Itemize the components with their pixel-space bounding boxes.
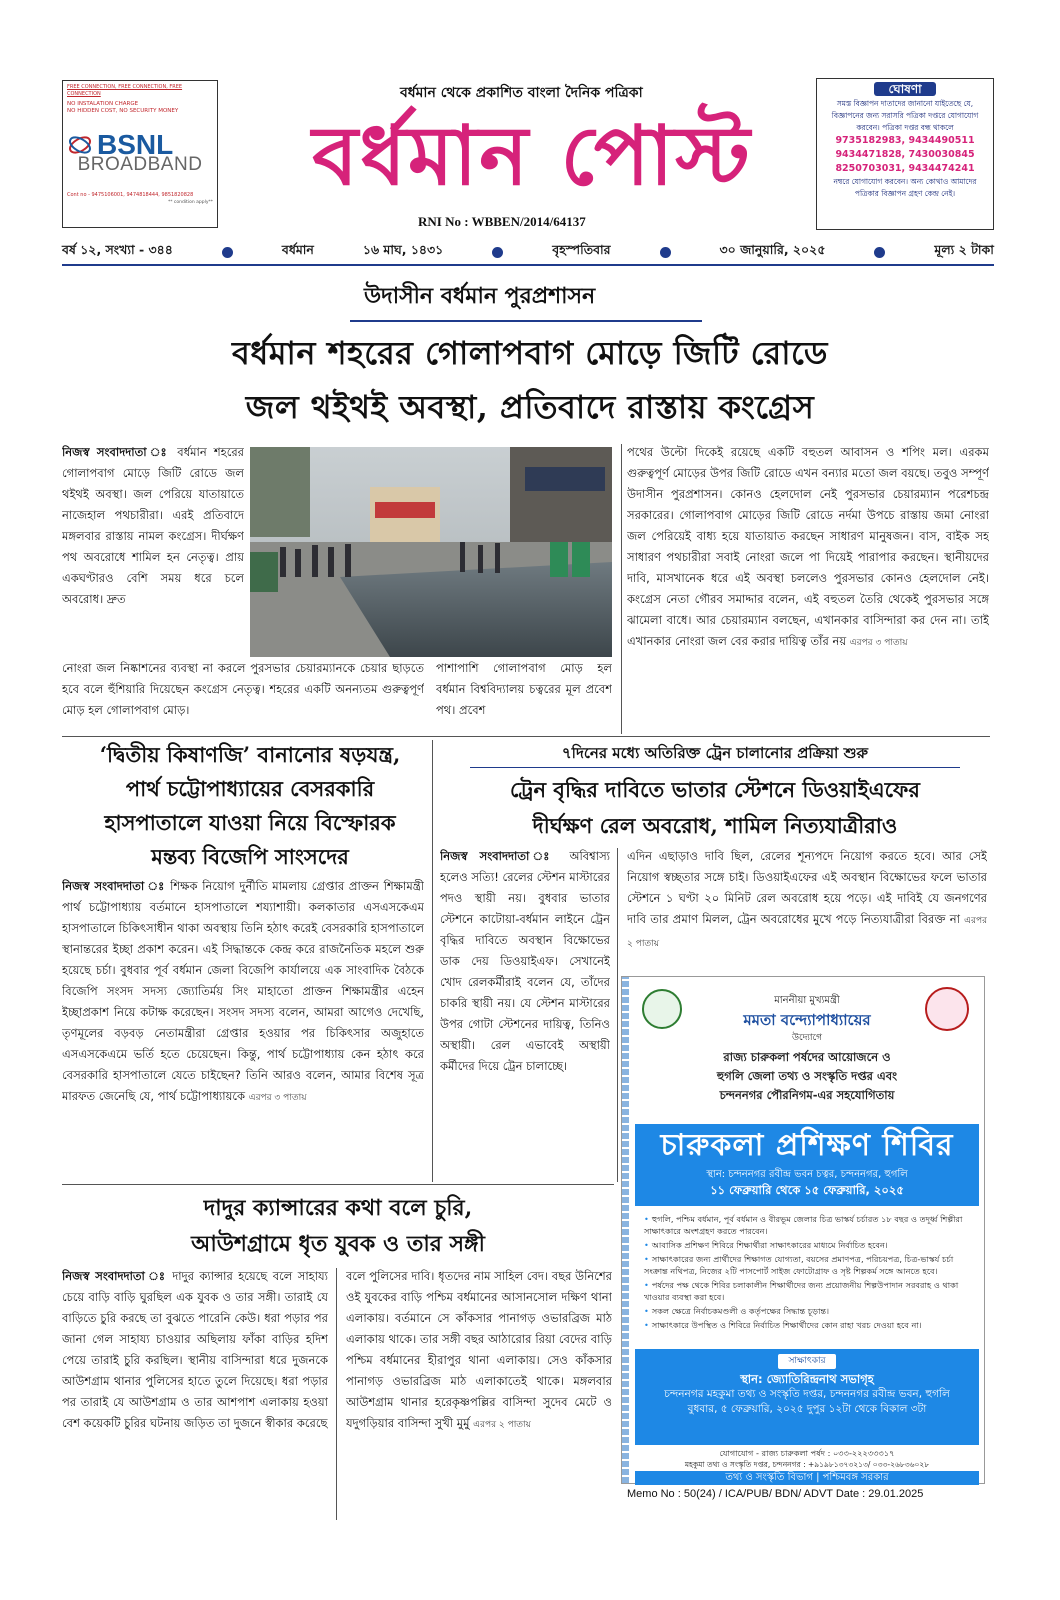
lead-body: বর্ধমান শহরের গোলাপবাগ মোড়ে জিটি রোডে জল থইথই অবস্থা। জল পেরিয়ে যাতায়াতে নাজেহাল পথচারীরা। এরই প্রতিবাদে মঙ্গলবার রাস্তায় নামল কংগ্রেস। দীর্ঘক্ষণ পথ অবরোধে শামিল হন নেতৃত্ব। প্রায় একঘণ্টারও বেশি সময় ধরে চলে অবরোধ। দ্রুত [62,445,244,606]
ad-bullet: • আবাসিক প্রশিক্ষণ শিবিরে শিক্ষার্থীরা সাক্ষাৎকারের মাধ্যমে নির্বাচিত হবেন। [644,1239,974,1251]
advertiser-notice [816,78,994,230]
byline: নিজস্ব সংবাদদাতা ঃ [62,879,166,893]
ad-banner-title: চারুকলা প্রশিক্ষণ শিবির [660,1128,954,1163]
rni-number: RNI No : WBBEN/2014/64137 [418,214,586,229]
story-text: দাদুর ক্যান্সার হয়েছে বলে সাহায্য চেয়ে বাড়ি বাড়ি ঘুরছিল এক যুবক ও তার সঙ্গী। তারাই যে বাড়িতে চুরি করছে তা বুঝতে পারেনি কেউ। ধরা পড়ার পর জানা গেল সাহায্য চাওয়ার অছিলায় ফাঁকা বাড়ির হদিশ পেয়ে তারাই চুরি করছিল। স্থানীয় বাসিন্দারা ধরে দুজনকে আউশগ্রাম থানার পুলিসের হাতে তুলে দিয়েছে। ধরা পড়ার পর তারাই যে আউশগ্রাম ও তার আশপাশ এলাকায় হওয়া বেশ কয়েকটি চুরির ঘটনায় জড়িত তা দুজনে স্বীকার করেছে [62,1269,328,1430]
notice-text: সমস্ত বিজ্ঞাপন দাতাদের জানানো যাইতেছে যে, বিজ্ঞাপনের জন্য সরাসরি পত্রিকা দপ্তরে যোগাযোগ করবেন। পত্রিকা দপ্তর বন্ধ থাকলে [831,99,979,132]
story-text: এদিন এছাড়াও দাবি ছিল, রেলের শূন্যপদে নিয়োগ করতে হবে। আর সেই নিয়োগ স্বচ্ছতার সঙ্গে চাই। ডিওয়াইএফের এই অবস্থান বিক্ষোভের ফলে ভাতার স্টেশনে ১ ঘণ্টা ২০ মিনিট রেল অবরোধ হয়ে পড়ে। এই দাবিই যে জনগণের দাবি তার প্রমাণ মিলল, ট্রেন অবরোধের মুখে পড়ে নিত্যযাত্রীরা বিরক্ত না [627,849,987,926]
notice-text: নম্বরে যোগাযোগ করবেন। অন্য কোথাও আমাদের পত্রিকার বিজ্ঞাপন গ্রহণ কেন্দ্র নেই। [833,177,977,198]
lead-headline [60,326,1000,434]
story3-column-2 [627,846,987,976]
story4-column-2 [346,1266,612,1520]
headline-line: পার্থ চট্টোপাধ্যায়ের বেসরকারি [125,776,375,801]
ad-venue-addr: চন্দননগর মহকুমা তথ্য ও সংস্কৃতি দপ্তর, চন্দননগর রবীন্দ্র ভবন, হুগলি [664,1388,950,1400]
ad-contact-line: যোগাযোগ - রাজ্য চারুকলা পর্ষদ : ০৩৩-২২২৩৩৩১৭ [719,1448,895,1458]
newspaper-title: বর্ধমান পোস্ট [312,108,752,204]
story4-column-1 [62,1266,328,1520]
column-rule [336,1268,337,1520]
ad-contact [635,1447,979,1459]
continued-note: এরপর ২ পাতায় [627,916,987,949]
bullet-icon [492,247,503,258]
column-rule [432,740,433,1182]
lead-wide-paragraph: নোংরা জল নিষ্কাশনের ব্যবস্থা না করলে পুরসভার চেয়ারম্যানকে চেয়ার ছাড়তে হবে বলে হুঁশিয়ারি দিয়েছেন কংগ্রেস নেতৃত্ব। শহরের একটি অনন্যতম গুরুত্বপূর্ণ মোড় হল গোলাপবাগ মোড়। [62,661,424,717]
ad-venue-tag: সাক্ষাৎকার [778,1354,835,1369]
continued-note: এরপর ৩ পাতায় [248,1093,307,1103]
ad-banner [635,1124,979,1206]
ad-venue-name: স্থান: জ্যোতিরিন্দ্রনাথ সভাগৃহ [740,1372,874,1386]
story-text: শিক্ষক নিয়োগ দুর্নীতি মামলায় গ্রেপ্তার প্রাক্তন শিক্ষামন্ত্রী পার্থ চট্টোপাধ্যায় বর্তমানে হাসপাতালে শয্যাশায়ী। কলকাতার এসএসকেএম হাসপাতালে চিকিৎসাধীন থাকা অবস্থায় তিনি হঠাৎ করেই বেসরকারি হাসপাতালে স্থানান্তরের ইচ্ছা প্রকাশ করেন। এই সিদ্ধান্তকে কেন্দ্র করে রাজনৈতিক মহলে শুরু হয়েছে চর্চা। বুধবার পূর্ব বর্ধমান জেলা বিজেপি কার্যালয়ে এক সাংবাদিক বৈঠকে বিজেপি সংসদ সদস্য জ্যোতির্ময় সিং মাহাতো প্রাক্তন শিক্ষামন্ত্রীর এহেন ইচ্ছাপ্রকাশ নিয়ে কটাক্ষ করেছেন। সংসদ সদস্য বলেন, আমরা আগেও দেখেছি, তৃণমূলের বড়বড় নেতামন্ত্রীরা গ্রেপ্তার হওয়ার পর চিকিৎসার অজুহাতে এসএসকেএমে ভর্তি হতে চেয়েছেন। কিন্তু, পার্থ চট্টোপাধ্যায় কেন হঠাৎ করে বেসরকারি হাসপাতালে যেতে চাইছেন? তিনি আরও বলেন, আমার বিশেষ সূত্র মারফত জেনেছি যে, পার্থ চট্টোপাধ্যায়কে [62,879,424,1103]
headline-line: ট্রেন বৃদ্ধির দাবিতে ভাতার স্টেশনে ডিওয়াইএফের [510,777,920,802]
section-divider [62,736,990,737]
bsnl-advertisement [62,80,218,228]
bsnl-offer: FREE CONNECTION, FREE CONNECTION, FREE CONNECTION [67,84,183,97]
column-rule [621,444,622,734]
ad-bullet: • পর্ষদের পক্ষ থেকে শিবির চলাকালীন শিক্ষার্থীদের জন্য প্রয়োজনীয় শিল্পউপাদান সরবরাহ ও থাকা খাওয়ার ব্যবস্থা করা হবে। [644,1279,974,1303]
bsnl-contact: Cont no - 9475106001, 9474818444, 9851820828 [67,192,194,198]
story-text: অবিশ্বাস্য হলেও সত্যি! রেলের স্টেশন মাস্টারের পদও স্থায়ী নয়। বুধবার ভাতার স্টেশনে কাটোয়া-বর্ধমান লাইনে ট্রেন বৃদ্ধির দাবিতে অবস্থান বিক্ষোভের ডাক দেয় ডিওয়াইএফ। সেখানেই খোদ রেলকর্মীরাই বলেন যে, তাঁদের চাকরি স্থায়ী নয়। যে স্টেশন মাস্টারের উপর গোটা স্টেশনের দায়িত্ব, তিনিও অস্থায়ী। রেল এভাবেই অস্থায়ী কর্মীদের দিয়ে ট্রেন চালাচ্ছে। [440,849,610,1073]
ad-line: উদ্যোগে [791,1033,823,1043]
ad-banner-dates: ১১ ফেব্রুয়ারি থেকে ১৫ ফেব্রুয়ারি, ২০২৫ [710,1183,904,1197]
place: বর্ধমান [281,242,314,257]
bullet-icon [222,247,233,258]
ad-bullet: • সাক্ষাৎকারের জন্য প্রার্থীদের শিক্ষাগত যোগ্যতা, বয়সের প্রমাণপত্র, পরিচয়পত্র, চিত্র-ভাস্কর্য চর্চা সংক্রান্ত নথিপত্র, নিজের ২টি পাসপোর্ট সাইজ ফোটোগ্রাফ ও সৃষ্ট শিল্পকর্ম সঙ্গে আনতে হবে। [644,1253,974,1277]
ad-memo-number: Memo No : 50(24) / ICA/PUB/ BDN/ ADVT Date : 29.01.2025 [627,1488,924,1500]
lead-column-1 [62,442,244,656]
ad-line: চন্দননগর পৌরনিগম-এর সহযোগিতায় [719,1088,895,1102]
story3-column-1 [440,846,610,1180]
government-advertisement [621,976,985,1484]
story2-body [62,876,424,1178]
ad-line: মাননীয়া মুখ্যমন্ত্রী [774,995,840,1006]
headline-line: দাদুর ক্যান্সারের কথা বলে চুরি, [203,1195,473,1221]
notice-phone: 8250703031, 9434474241 [835,163,975,174]
lead-headline-line: জল থইথই অবস্থা, প্রতিবাদে রাস্তায় কংগ্রেস [245,388,815,426]
bsnl-conditions: ** condition apply** [167,200,213,205]
byline: নিজস্ব সংবাদদাতা ঃ [440,849,558,863]
story3-kicker: ৭দিনের মধ্যে অতিরিক্ত ট্রেন চালানোর প্রক্রিয়া শুরু [561,744,869,762]
notice-heading: ঘোষণা [874,82,935,96]
issue-number: বর্ষ ১২, সংখ্যা - ৩৪৪ [62,242,173,257]
ad-contact-line: মহকুমা তথ্য ও সংস্কৃতি দপ্তর, চন্দননগর : +৯১৯৮১৩৭৩২১৩/ ০৩৩-২৬৮৩৬০২৮ [684,1460,930,1469]
notice-phone: 9434471828, 7430030845 [835,149,975,160]
bsnl-line2: NO HIDDEN COST, NO SECURITY MONEY [67,108,179,114]
ad-venue-time: বুধবার, ৫ ফেব্রুয়ারি, ২০২৫ দুপুর ১২টা থেকে বিকাল ৩টা [687,1403,927,1415]
bullet-icon [874,247,885,258]
lead-body: পথের উল্টো দিকেই রয়েছে একটি বহুতল আবাসন ও শপিং মল। এরকম গুরুত্বপূর্ণ মোড়ের উপর জিটি রোডে এখন বন্যার মতো জল বয়ছে। তবুও সম্পূর্ণ উদাসীন পুরপ্রশাসন। কোনও হেলদোল নেই পুরসভার চেয়ারম্যান পরেশচন্দ্র সরকারের। গোলাপবাগ মোড়ের জিটি রোডে নর্দমা উপচে রাস্তায় জমা নোংরা জল পেরিয়েই বাধ্য হয়ে যাতায়াত করছেন সাধারণ মানুষজন। বাস, বাইক সহ সাধারণ পথচারীরা সবাই নোংরা জলে পা দিয়েই পারাপার করছেন। স্থানীয়দের দাবি, মাসখানেক ধরে এই অবস্থা চললেও পুরসভার কোনও হেলদোল নেই। কংগ্রেস নেতা গৌরব সমাদ্দার বলেন, এই বহুতল তৈরি থেকেই পুরসভার সঙ্গে ঝামেলা বাধে। আর চেয়ারম্যান বলছেন, এখানকার বাসিন্দারা কর দেন না। তাই এখানকার নোংরা জল বের করার দায়িত্ব তাঁর নয় [627,445,989,648]
continued-note: এরপর ২ পাতায় [473,1420,531,1430]
column-rule [617,848,618,1182]
ad-bullet: • সকল ক্ষেত্রে নির্বাচকমণ্ডলী ও কর্তৃপক্ষের সিদ্ধান্ত চূড়ান্ত। [644,1305,974,1317]
lead-column-3 [627,442,989,734]
ad-header [634,981,980,1106]
kicker-underline [470,767,960,768]
ad-chief-minister: মমতা বন্দ্যোপাধ্যায়ের [743,1011,871,1029]
story3-headline [440,772,990,844]
section-divider [62,1184,614,1185]
lead-headline-line: বর্ধমান শহরের গোলাপবাগ মোড়ে জিটি রোডে [232,334,828,372]
bsnl-line1: NO INSTALATION CHARGE [67,101,139,107]
headline-line: মন্তব্য বিজেপি সাংসদের [151,844,349,869]
headline-line: দীর্ঘক্ষণ রেল অবরোধ, শামিল নিত্যযাত্রীরাও [532,813,898,838]
bengali-date: ১৬ মাঘ, ১৪৩১ [362,242,444,257]
ad-banner-place: স্থান: চন্দননগর রবীন্দ্র ভবন চত্বর, চন্দননগর, হুগলি [706,1169,908,1180]
story2-headline [62,738,438,874]
bullet-icon [660,247,671,258]
flooded-road-photo [250,447,612,657]
story4-headline [62,1190,614,1262]
ad-interview-venue [635,1349,979,1445]
ad-bullet: • সাক্ষাৎকারে উপস্থিত ও শিবিরে নির্বাচিত শিক্ষার্থীদের কোন রাহা খরচ দেওয়া হবে না। [644,1319,974,1331]
kicker-underline [350,320,702,322]
byline: নিজস্ব সংবাদদাতা ঃ [62,445,171,459]
byline: নিজস্ব সংবাদদাতা ঃ [62,1269,167,1283]
dateline [62,240,994,266]
continued-note: এরপর ৩ পাতায় [849,638,908,648]
weekday: বৃহস্পতিবার [552,242,611,257]
ad-department: তথ্য ও সংস্কৃতি বিভাগ | পশ্চিমবঙ্গ সরকার [635,1471,979,1485]
bsnl-product: BROADBAND [77,154,203,175]
ad-bullet: • হুগলি, পশ্চিম বর্ধমান, পূর্ব বর্ধমান ও বীরভূম জেলার চিত্র ভাস্কর্য চর্চারত ১৮ বছর ও তদূর্ধ্ব শিল্পীরা সাক্ষাৎকারে অংশগ্রহণ করতে পারবেন। [644,1213,974,1237]
bsnl-brand: BSNL [97,129,174,160]
ad-bullet-list [644,1213,974,1333]
ad-border-stripe [622,977,629,1483]
ad-line: হুগলি জেলা তথ্য ও সংস্কৃতি দপ্তর এবং [716,1069,898,1083]
story-text: বলে পুলিসের দাবি। ধৃতদের নাম সাহিল বেদ। বছর উনিশের ওই যুবকের বাড়ি পশ্চিম বর্ধমানের আসানসোল দক্ষিণ থানা এলাকায়। বর্তমানে সে কাঁকসার পানাগড় ওভারব্রিজ মাঠ এলাকায় থাকে। তার সঙ্গী বছর আঠারোর রিয়া বেদের বাড়ি পশ্চিম বর্ধমানের হীরাপুর থানা এলাকায়। সেও কাঁকসার পানাগড় ওভারব্রিজ মাঠ এলাকাতেই থাকে। মঙ্গলবার আউশগ্রাম থানার হরেকৃষ্ণপল্লির বাসিন্দা সুদেব মেটে ও যদুগড়িয়ার বাসিন্দা সুখী মুর্মু [346,1269,612,1430]
lead-photo [250,447,612,657]
headline-line: হাসপাতালে যাওয়া নিয়ে বিস্ফোরক [104,810,396,835]
ad-line: রাজ্য চারুকলা পর্ষদের আয়োজনে ও [723,1050,891,1064]
ad-contact [635,1459,979,1471]
headline-line: ‘দ্বিতীয় কিষাণজি’ বানানোর ষড়যন্ত্র, [99,742,401,767]
english-date: ৩০ জানুয়ারি, ২০২৫ [719,242,826,257]
notice-phone: 9735182983, 9434490511 [835,135,975,146]
lead-kicker: উদাসীন বর্ধমান পুরপ্রশাসন [364,284,596,309]
price: মূল্য ২ টাকা [934,242,994,257]
headline-line: আউশগ্রামে ধৃত যুবক ও তার সঙ্গী [191,1231,485,1257]
tagline: বর্ধমান থেকে প্রকাশিত বাংলা দৈনিক পত্রিকা [400,85,643,101]
lead-mid-paragraph: পাশাপাশি গোলাপবাগ মোড় হল বর্ধমান বিশ্ববিদ্যালয় চত্বরের মূল প্রবেশ পথ। প্রবেশ [436,661,612,717]
